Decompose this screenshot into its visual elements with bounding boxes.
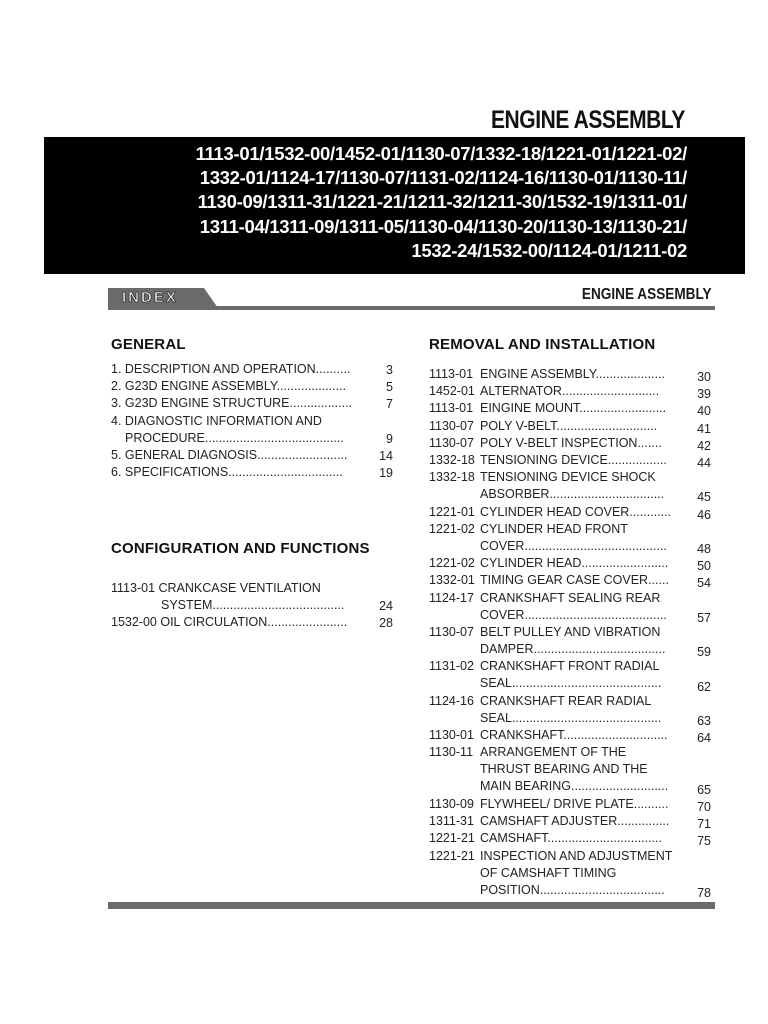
index-entry	[429, 796, 668, 813]
entry-code: 1113-01	[429, 367, 474, 381]
index-entry	[111, 580, 344, 614]
entry-code: 1130-07	[429, 435, 474, 450]
entry-page-number: 3	[386, 363, 393, 377]
index-entry	[429, 452, 667, 469]
entry-page-number: 48	[697, 542, 711, 556]
index-entry	[111, 361, 350, 378]
entry-page-number: 78	[697, 886, 711, 900]
entry-page-number: 30	[697, 370, 711, 384]
entry-page-number: 75	[697, 834, 711, 849]
entry-page-number: 24	[379, 599, 393, 614]
index-tab-label: INDEX	[122, 289, 178, 306]
component-code-line: 1532-24/1532-00/1124-01/1211-02	[411, 239, 687, 261]
entry-code: 1332-01	[429, 573, 475, 588]
entry-page-number: 40	[697, 404, 711, 419]
index-entry	[429, 383, 659, 400]
entry-text: COVER.........................................	[480, 538, 667, 553]
entry-page-number: 14	[379, 449, 393, 463]
entry-text: 3. G23D ENGINE STRUCTURE..................	[111, 396, 353, 411]
entry-text: OF CAMSHAFT TIMING	[480, 865, 617, 880]
entry-page-number: 28	[379, 616, 393, 631]
entry-code: 1130-07	[429, 625, 474, 639]
entry-text: TIMING GEAR CASE COVER......	[480, 573, 669, 588]
entry-text: 6. SPECIFICATIONS.................................	[111, 465, 343, 480]
entry-text: 5. GENERAL DIAGNOSIS..........................	[111, 448, 348, 462]
entry-page-number: 44	[697, 456, 711, 470]
entry-page-number: 42	[697, 438, 711, 453]
component-code-banner	[44, 137, 745, 274]
config-heading: CONFIGURATION AND FUNCTIONS	[111, 540, 370, 557]
index-entry	[429, 744, 668, 795]
index-entry	[429, 469, 664, 503]
index-entry	[429, 830, 662, 847]
entry-code: 1131-02	[429, 659, 474, 674]
index-entry	[111, 447, 347, 464]
entry-code: 1130-11	[429, 745, 474, 760]
entry-page-number: 57	[697, 610, 711, 625]
index-entry	[111, 378, 346, 395]
index-entry	[429, 572, 669, 589]
entry-text: TENSIONING DEVICE.................	[480, 453, 667, 467]
index-entry	[429, 693, 661, 727]
index-entry	[111, 464, 343, 481]
entry-text: CRANKSHAFT FRONT RADIAL	[480, 659, 660, 674]
entry-code: 1452-01	[429, 384, 475, 399]
entry-text: CAMSHAFT.................................	[480, 831, 662, 846]
entry-text: MAIN BEARING............................	[480, 779, 669, 794]
index-entry	[429, 400, 666, 417]
entry-code: 1221-21	[429, 831, 475, 846]
entry-text: ENGINE ASSEMBLY....................	[480, 367, 666, 381]
entry-text: CRANKSHAFT..............................	[480, 728, 668, 743]
entry-page-number: 54	[697, 576, 711, 591]
entry-text: INSPECTION AND ADJUSTMENT	[480, 848, 673, 863]
component-code-line: 1311-04/1311-09/1311-05/1130-04/1130-20/1130-13/1130-21/	[199, 215, 687, 237]
index-entry	[429, 418, 657, 435]
entry-code: 1130-07	[429, 418, 474, 433]
component-code-line: 1332-01/1124-17/1130-07/1131-02/1124-16/1130-01/1130-11/	[199, 167, 687, 189]
entry-text: CYLINDER HEAD FRONT	[480, 521, 628, 536]
entry-text: 4. DIAGNOSTIC INFORMATION AND	[111, 413, 322, 428]
entry-code: 1130-01	[429, 728, 474, 743]
entry-page-number: 5	[386, 380, 393, 395]
entry-text: SEAL...........................................	[480, 710, 662, 725]
entry-page-number: 50	[697, 559, 711, 574]
entry-text: COVER.........................................	[480, 607, 667, 622]
index-entry	[429, 504, 671, 521]
index-entry	[429, 813, 669, 830]
entry-text: CRANKSHAFT REAR RADIAL	[480, 693, 652, 708]
entry-text: ARRANGEMENT OF THE	[480, 745, 627, 760]
entry-page-number: 63	[697, 714, 711, 728]
entry-page-number: 9	[386, 431, 393, 446]
entry-code: 1221-02	[429, 556, 475, 571]
entry-page-number: 65	[697, 782, 711, 797]
component-code-line: 1130-09/1311-31/1221-21/1211-32/1211-30/1532-19/1311-01/	[197, 191, 687, 213]
index-entry	[111, 614, 347, 631]
section-title: ENGINE ASSEMBLY	[582, 286, 712, 303]
entry-text: 2. G23D ENGINE ASSEMBLY....................	[111, 379, 347, 394]
entry-page-number: 64	[697, 731, 711, 746]
entry-code: 1130-09	[429, 797, 474, 811]
index-entry	[111, 395, 352, 412]
component-code-line: 1113-01/1532-00/1452-01/1130-07/1332-18/1221-01/1221-02/	[195, 143, 687, 164]
entry-page-number: 45	[697, 490, 711, 505]
entry-text: CYLINDER HEAD COVER............	[480, 504, 672, 519]
index-entry	[429, 521, 667, 555]
index-entry	[429, 555, 668, 572]
entry-text: ABSORBER.................................	[480, 487, 665, 502]
entry-text: 1113-01 CRANKCASE VENTILATION	[111, 581, 321, 595]
entry-text: POLY V-BELT INSPECTION.......	[480, 435, 662, 450]
index-entry	[111, 413, 344, 447]
document-title: ENGINE ASSEMBLY	[490, 106, 685, 134]
index-tab-bar	[108, 288, 715, 310]
entry-page-number: 39	[697, 387, 711, 402]
entry-text: TENSIONING DEVICE SHOCK	[480, 470, 656, 485]
index-entry	[429, 727, 668, 744]
entry-text: CAMSHAFT ADJUSTER...............	[480, 814, 670, 829]
index-entry	[429, 658, 661, 692]
entry-text: BELT PULLEY AND VIBRATION	[480, 625, 661, 639]
entry-text: POLY V-BELT.............................	[480, 418, 658, 433]
index-entry	[429, 624, 665, 658]
entry-page-number: 46	[697, 507, 711, 522]
entry-text: PROCEDURE........................................	[125, 430, 344, 445]
entry-text: EINGINE MOUNT.........................	[480, 401, 667, 416]
entry-code: 1221-02	[429, 521, 475, 536]
entry-text: POSITION....................................	[480, 882, 665, 897]
index-entry	[429, 435, 662, 452]
entry-code: 1221-01	[429, 504, 475, 519]
entry-code: 1124-17	[429, 590, 474, 605]
entry-page-number: 41	[697, 421, 711, 436]
index-tab	[108, 288, 218, 308]
entry-text: SYSTEM......................................	[161, 598, 345, 612]
index-entry	[429, 848, 672, 899]
entry-code: 1311-31	[429, 814, 474, 829]
entry-text: 1. DESCRIPTION AND OPERATION..........	[111, 362, 351, 376]
entry-text: SEAL...........................................	[480, 676, 662, 691]
entry-page-number: 70	[697, 800, 711, 814]
entry-text: CYLINDER HEAD.........................	[480, 556, 669, 571]
entry-code: 1332-18	[429, 453, 475, 467]
entry-code: 1221-21	[429, 848, 475, 863]
entry-page-number: 19	[379, 466, 393, 481]
removal-heading: REMOVAL AND INSTALLATION	[429, 336, 656, 353]
entry-text: 1532-00 OIL CIRCULATION.......................	[111, 615, 348, 630]
entry-text: DAMPER......................................	[480, 642, 666, 656]
general-heading: GENERAL	[111, 336, 186, 353]
entry-code: 1332-18	[429, 470, 475, 485]
entry-page-number: 59	[697, 645, 711, 660]
entry-text: ALTERNATOR............................	[480, 384, 660, 399]
entry-code: 1113-01	[429, 401, 474, 416]
entry-text: CRANKSHAFT SEALING REAR	[480, 590, 661, 605]
index-entry	[429, 590, 667, 624]
entry-page-number: 7	[386, 397, 393, 412]
entry-text: THRUST BEARING AND THE	[480, 762, 648, 777]
index-entry	[429, 366, 665, 383]
entry-text: FLYWHEEL/ DRIVE PLATE..........	[480, 797, 669, 811]
entry-page-number: 71	[697, 817, 711, 832]
entry-code: 1124-16	[429, 693, 474, 708]
entry-page-number: 62	[697, 679, 711, 694]
bottom-rule	[108, 902, 715, 909]
